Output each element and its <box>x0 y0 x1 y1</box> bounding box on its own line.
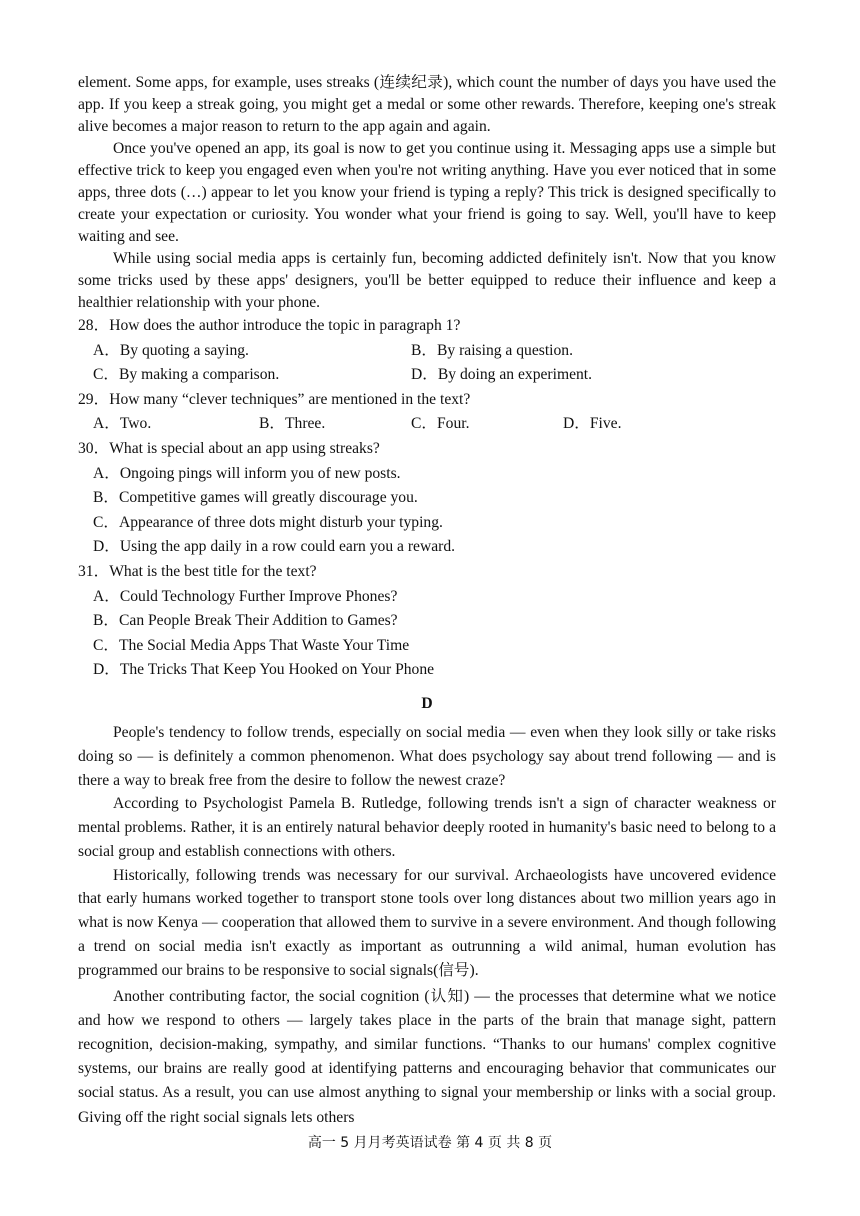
option-a: A．Could Technology Further Improve Phones? <box>93 587 398 605</box>
options-row <box>78 363 776 388</box>
option-b: B．Competitive games will greatly discourage you. <box>93 489 418 507</box>
options-row <box>78 412 776 437</box>
option-a: A．Two. <box>93 415 152 433</box>
option-c: C．Four. <box>411 415 470 433</box>
option-b: B．Can People Break Their Addition to Games? <box>93 612 398 630</box>
options-row <box>78 339 776 364</box>
passage-d-paragraph: Another contributing factor, the social cognition (认知) — the processes that determine what we notice and how we respond to others — largely takes place in the parts of the brain that manage sight, pattern recognition, decision-making, sympathy, and similar functions. “Thanks to our humans' complex cognitive systems, our brains are really good at identifying patterns and encouraging behavior that communicates our social status. As a result, you can use almost anything to signal your membership or links with a social group. Giving off the right social signals lets others <box>78 987 776 1126</box>
option-b: B．By raising a question. <box>411 341 573 359</box>
option-d: D．By doing an experiment. <box>411 366 593 384</box>
passage-c-paragraph: Once you've opened an app, its goal is now to get you continue using it. Messaging apps use a simple but effective trick to keep you engaged even when you're not writing anything. Have you ever noticed that in some apps, three dots (…) appear to let you know your friend is typing a reply? This trick is designed specifically to create your expectation or curiosity. You wonder what your friend is going to say. Well, you'll have to keep waiting and see. <box>78 140 776 245</box>
option-d: D．Using the app daily in a row could earn you a reward. <box>93 538 456 556</box>
option-a: A．By quoting a saying. <box>93 341 249 359</box>
section-heading: D <box>421 694 433 712</box>
question-29 <box>78 388 776 437</box>
page-footer: 高一 5 月月考英语试卷 第 4 页 共 8 页 <box>307 1135 553 1151</box>
question-28 <box>78 314 776 388</box>
question-stem: 31．What is the best title for the text? <box>78 562 317 580</box>
option-c: C．By making a comparison. <box>93 366 280 384</box>
question-stem: 30．What is special about an app using streaks? <box>78 439 380 457</box>
option-c: C．Appearance of three dots might disturb your typing. <box>93 513 443 531</box>
option-b: B．Three. <box>259 415 326 433</box>
question-stem: 29．How many “clever techniques” are mentioned in the text? <box>78 390 471 408</box>
option-d: D．Five. <box>563 415 622 433</box>
page-content <box>78 72 776 1130</box>
passage-d-paragraph: People's tendency to follow trends, especially on social media — even when they look silly or take risks doing so — is definitely a common phenomenon. What does psychology say about trend following — and is there a way to break free from the desire to follow the newest craze? <box>78 723 776 789</box>
question-stem: 28．How does the author introduce the topic in paragraph 1? <box>78 317 461 334</box>
option-a: A．Ongoing pings will inform you of new posts. <box>93 464 401 482</box>
passage-d-paragraph: Historically, following trends was necessary for our survival. Archaeologists have uncovered evidence that early humans worked together to transport stone tools over long distances about two million years ago in what is now Kenya — cooperation that allowed them to survive in a severe environment. And though following a trend on social media isn't exactly as important as outrunning a wild animal, human evolution has programmed our brains to be responsive to social signals(信号). <box>78 866 776 979</box>
option-c: C．The Social Media Apps That Waste Your Time <box>93 636 410 654</box>
passage-c-paragraph-continued: element. Some apps, for example, uses streaks (连续纪录), which count the number of days you have used the app. If you keep a streak going, you might get a medal or some other rewards. Therefore, keeping one's streak alive becomes a major reason to return to the app again and again. <box>78 74 776 135</box>
question-31 <box>78 560 776 683</box>
question-30 <box>78 437 776 560</box>
option-d: D．The Tricks That Keep You Hooked on Your Phone <box>93 661 435 679</box>
passage-d-paragraph: According to Psychologist Pamela B. Rutledge, following trends isn't a sign of character weakness or mental problems. Rather, it is an entirely natural behavior deeply rooted in humanity's basic need to belong to a social group and establish connections with others. <box>78 795 776 860</box>
passage-c-paragraph: While using social media apps is certainly fun, becoming addicted definitely isn't. Now that you know some tricks used by these apps' designers, you'll be better equipped to reduce their influence and keep a healthier relationship with your phone. <box>78 250 776 311</box>
